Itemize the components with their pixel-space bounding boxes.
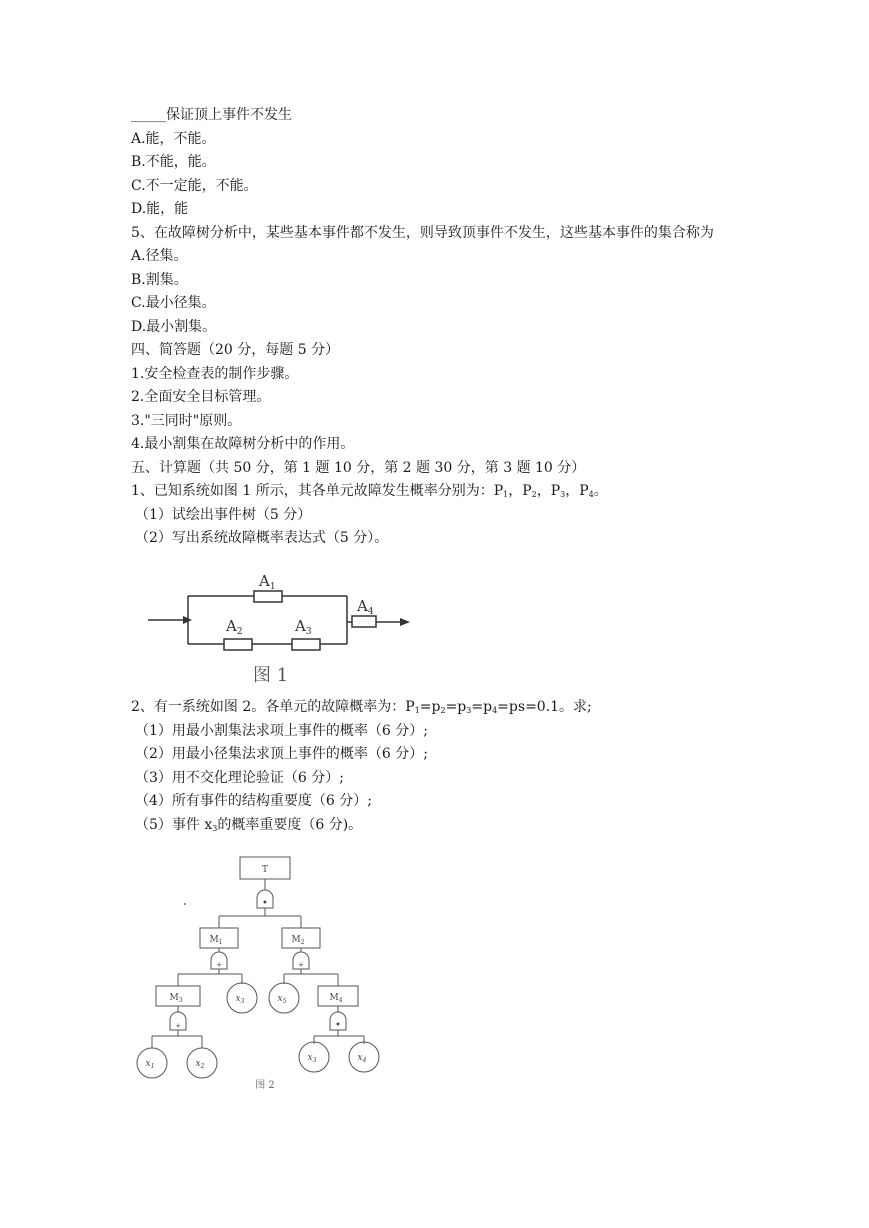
- c1-text: 1、已知系统如图 1 所示，其各单元故障发生概率分别为：P: [131, 483, 504, 499]
- q5-option-d: D.最小割集。: [131, 318, 217, 335]
- c2-end: =0.1。求;: [525, 699, 592, 715]
- c2-eq: =p: [497, 699, 518, 715]
- m2-label: $M_2$: [291, 935, 305, 946]
- event-x3-label: $x_3$: [235, 994, 245, 1005]
- text-line: _____保证顶上事件不发生: [131, 107, 292, 123]
- short-answer-2: 2.全面安全目标管理。: [131, 389, 271, 405]
- calc-question-1: [131, 480, 751, 504]
- short-answer-3: 3."三同时"原则。: [131, 412, 242, 429]
- and-gate-icon: •: [335, 1020, 341, 1031]
- c2-eq: =p: [419, 699, 441, 715]
- c2-sub: 2: [440, 706, 446, 715]
- q5-option-b: B.割集。: [131, 271, 188, 288]
- m1-label: $M_1$: [209, 935, 223, 946]
- calc-1-part-1: （1）试绘出事件树（5 分）: [135, 506, 312, 523]
- event-x2-label: $x_2$: [195, 1059, 205, 1070]
- c1-sub: 1: [503, 490, 509, 499]
- short-answer-1: 1.安全检查表的制作步骤。: [131, 365, 299, 382]
- calc-2-part-5: [131, 814, 751, 838]
- c2-5-sub: 3: [212, 823, 218, 833]
- c1-sub: 2: [531, 490, 537, 499]
- event-x5-label: $x_5$: [277, 994, 287, 1005]
- c2-text: 2、有一系统如图 2。各单元的故障概率为：P: [131, 699, 415, 715]
- question-text: [131, 104, 751, 551]
- figure-1-caption: 图 1: [253, 665, 289, 686]
- c1-sub: 3: [560, 490, 566, 499]
- section-5-heading: 五、计算题（共 50 分，第 1 题 10 分，第 2 题 30 分，第 3 题 10 分）: [131, 459, 586, 476]
- label-a4: $A_4$: [357, 597, 374, 617]
- c2-s: s: [517, 699, 526, 715]
- top-event-label: T: [261, 865, 269, 875]
- c2-sub: 4: [492, 706, 498, 715]
- calc-question-2: [131, 696, 751, 720]
- q5-option-c: C.最小径集。: [131, 295, 216, 311]
- c2-sub: 3: [466, 706, 472, 715]
- c1-sep: ，P: [508, 483, 532, 499]
- q5-option-a: A.径集。: [131, 248, 188, 264]
- output-arrow-icon: [400, 618, 410, 626]
- calc-2-part-4: （4）所有事件的结构重要度（6 分）;: [135, 793, 372, 809]
- option-d: D.能，能: [131, 201, 189, 217]
- event-x3-label: $x_3$: [307, 1053, 317, 1064]
- calc-question-2-block: [131, 696, 751, 837]
- option-c: C.不一定能，不能。: [131, 177, 258, 194]
- scan-dot: [184, 903, 186, 905]
- c2-eq: =p: [471, 699, 493, 715]
- figure-1-system-diagram: [140, 568, 430, 688]
- label-a2: $A_2$: [226, 617, 243, 637]
- option-a: A.能，不能。: [131, 130, 216, 147]
- and-gate-icon: •: [262, 898, 268, 909]
- event-x1-label: $x_1$: [145, 1059, 155, 1070]
- c1-sep: ，P: [536, 483, 561, 499]
- question-5: 5、在故障树分析中，某些基本事件都不发生，则导致顶事件不发生，这些基本事件的集合称为: [131, 224, 714, 241]
- label-a3: $A_3$: [295, 617, 312, 637]
- m4-label: $M_4$: [329, 993, 343, 1004]
- calc-1-part-2: （2）写出系统故障概率表达式（5 分）。: [135, 530, 389, 546]
- figure-2-fault-tree: [130, 852, 390, 1102]
- c1-sep: ，P: [565, 483, 589, 499]
- c1-sub: 4: [588, 490, 594, 499]
- event-x4-label: $x_4$: [357, 1053, 367, 1064]
- calc-2-part-1: （1）用最小割集法求项上事件的概率（6 分）;: [135, 722, 428, 739]
- or-gate-icon: +: [216, 961, 222, 969]
- c1-end: 。: [593, 483, 608, 499]
- c2-5-text: （5）事件 x: [135, 816, 213, 833]
- m3-label: $M_3$: [169, 993, 183, 1004]
- calc-2-part-3: （3）用不交化理论验证（6 分）;: [135, 769, 344, 786]
- figure-2-caption: 图 2: [255, 1080, 275, 1091]
- label-a1: $A_1$: [259, 572, 276, 592]
- c2-sub: 1: [414, 706, 420, 715]
- c2-eq: =p: [445, 699, 467, 715]
- c2-5-end: 的概率重要度（6 分)。: [217, 816, 363, 833]
- section-4-heading: 四、简答题（20 分，每题 5 分）: [131, 342, 340, 358]
- or-gate-icon: +: [298, 961, 304, 969]
- option-b: B.不能，能。: [131, 154, 216, 170]
- short-answer-4: 4.最小割集在故障树分析中的作用。: [131, 436, 355, 452]
- calc-2-part-2: （2）用最小径集法求顶上事件的概率（6 分）;: [135, 746, 428, 762]
- or-gate-icon: +: [175, 1022, 181, 1030]
